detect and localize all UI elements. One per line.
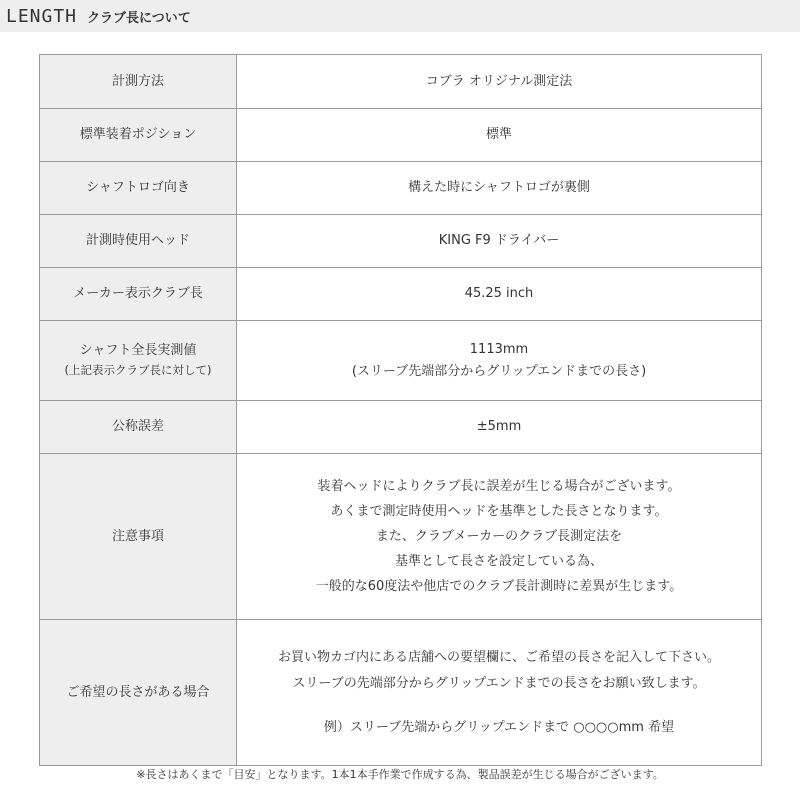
value-text: 一般的な60度法や他店でのクラブ長計測時に差異が生じます。 xyxy=(315,579,683,594)
value-text: 例）スリーブ先端からグリップエンドまで ○○○○mm 希望 xyxy=(323,719,675,735)
table-row xyxy=(40,620,762,766)
row-label: 標準装着ポジション xyxy=(40,109,237,162)
table-row xyxy=(40,162,762,215)
section-header xyxy=(0,0,800,32)
table-row xyxy=(40,215,762,268)
value-spacer xyxy=(243,697,755,715)
label-sub: (上記表示クラブ長に対して) xyxy=(64,363,212,378)
table-row xyxy=(40,454,762,620)
row-value xyxy=(237,55,762,109)
value-text: ±5mm xyxy=(476,419,522,435)
value-text: お買い物カゴ内にある店舗への要望欄に、ご希望の長さを記入して下さい。 xyxy=(277,649,720,665)
table-row xyxy=(40,109,762,162)
row-label: ご希望の長さがある場合 xyxy=(40,620,237,766)
value-text: あくまで測定時使用ヘッドを基準とした長さとなります。 xyxy=(330,504,668,519)
value-text: また、クラブメーカーのクラブ長測定法を xyxy=(375,529,623,544)
row-label xyxy=(40,321,237,401)
row-value xyxy=(237,162,762,215)
row-value xyxy=(237,268,762,321)
row-value xyxy=(237,321,762,401)
row-label: 計測方法 xyxy=(40,55,237,109)
value-text: 装着ヘッドによりクラブ長に誤差が生じる場合がございます。 xyxy=(317,479,681,494)
row-value xyxy=(237,215,762,268)
footer-note: ※長さはあくまで「目安」となります。1本1本手作業で作成する為、製品誤差が生じる場合がございます。 xyxy=(136,768,664,781)
table-row xyxy=(40,268,762,321)
table-row xyxy=(40,401,762,454)
label-main: シャフト全長実測値 xyxy=(79,342,197,358)
row-label: 計測時使用ヘッド xyxy=(40,215,237,268)
section-subtitle: クラブ長について xyxy=(87,10,191,26)
value-text: スリーブの先端部分からグリップエンドまでの長さをお願い致します。 xyxy=(292,675,706,691)
table-row xyxy=(40,55,762,109)
row-label: 注意事項 xyxy=(40,454,237,620)
value-text: コブラ オリジナル測定法 xyxy=(425,73,573,89)
value-text: 構えた時にシャフトロゴが裏側 xyxy=(408,180,590,196)
row-value xyxy=(237,620,762,766)
value-text: (スリーブ先端部分からグリップエンドまでの長さ) xyxy=(351,363,647,379)
row-label: メーカー表示クラブ長 xyxy=(40,268,237,321)
club-length-spec-table xyxy=(39,54,762,766)
row-label: シャフトロゴ向き xyxy=(40,162,237,215)
row-value xyxy=(237,109,762,162)
value-text: 1113mm xyxy=(469,341,529,357)
row-value xyxy=(237,401,762,454)
row-value xyxy=(237,454,762,620)
row-label: 公称誤差 xyxy=(40,401,237,454)
section-title: LENGTH xyxy=(6,5,78,27)
value-text: 標準 xyxy=(485,127,512,143)
value-text: 基準として長さを設定している為、 xyxy=(394,554,603,569)
value-text: KING F9 ドライバー xyxy=(438,233,560,249)
value-text: 45.25 inch xyxy=(464,286,534,302)
table-row xyxy=(40,321,762,401)
